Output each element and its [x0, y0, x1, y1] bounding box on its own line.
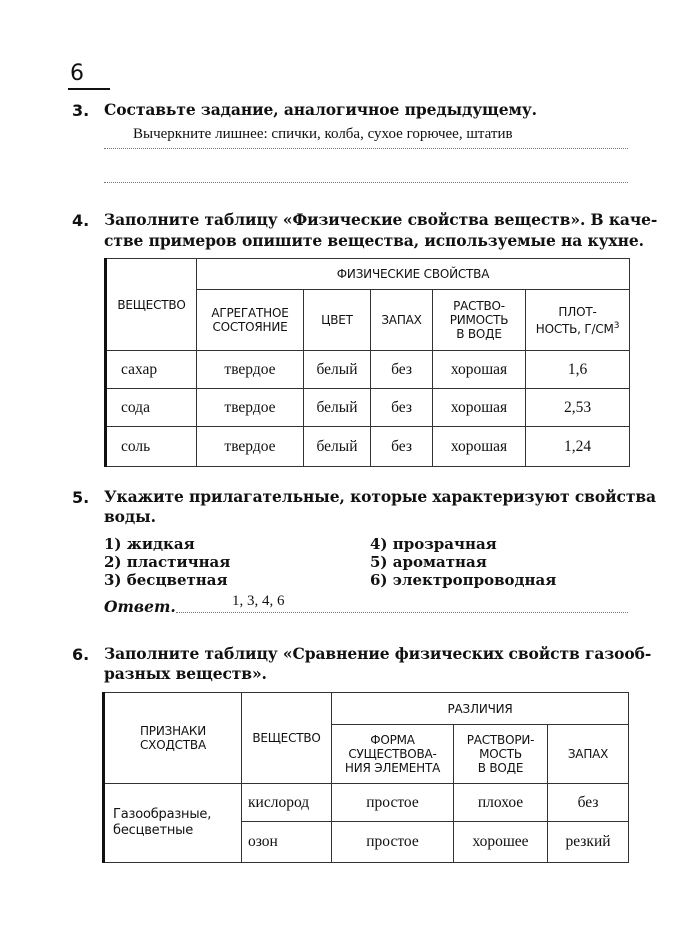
cell-smell[interactable]: без — [548, 784, 629, 822]
task3-answer-line-1[interactable] — [104, 148, 628, 149]
header-color: ЦВЕТ — [304, 290, 371, 351]
page-number: 6 — [70, 61, 84, 86]
header-density: ПЛОТ- НОСТЬ, $Г/СМ^3$ — [526, 290, 630, 351]
cell-density[interactable]: 1,6 — [526, 351, 630, 389]
cell-similarity[interactable]: Газообразные, бесцветные — [104, 784, 242, 863]
task4-prompt-line2: стве примеров опишите вещества, используемые на кухне. — [104, 231, 644, 250]
task4-prompt-line1: Заполните таблицу «Физические свойства веществ». В каче- — [104, 210, 658, 229]
option-1: 1) жидкая — [104, 535, 195, 553]
header-smell: ЗАПАХ — [548, 725, 629, 784]
task3-answer[interactable]: Вычеркните лишнее: спички, колба, сухое горючее, штатив — [133, 126, 513, 142]
option-2: 2) пластичная — [104, 553, 231, 571]
cell-density[interactable]: 1,24 — [526, 427, 630, 467]
task5-prompt-line2: воды. — [104, 507, 156, 526]
task5-number: 5. — [72, 488, 90, 507]
task6-prompt-line1: Заполните таблицу «Сравнение физических свойств газооб- — [104, 644, 652, 663]
gas-comparison-table — [102, 692, 629, 863]
option-3: 3) бесцветная — [104, 571, 228, 589]
task4-number: 4. — [72, 211, 90, 230]
cell-state[interactable]: твердое — [197, 427, 304, 467]
header-differences: РАЗЛИЧИЯ — [332, 693, 629, 725]
header-form: ФОРМА СУЩЕСТВОВА- НИЯ ЭЛЕМЕНТА — [332, 725, 454, 784]
header-solubility: РАСТВОРИ- МОСТЬ В ВОДЕ — [454, 725, 548, 784]
cell-substance[interactable]: сода — [106, 389, 197, 427]
option-4: 4) прозрачная — [370, 535, 497, 553]
task3-prompt: Составьте задание, аналогичное предыдущему. — [104, 100, 537, 119]
cell-smell[interactable]: без — [371, 389, 433, 427]
cell-solubility[interactable]: плохое — [454, 784, 548, 822]
header-physical-properties: ФИЗИЧЕСКИЕ СВОЙСТВА — [197, 259, 630, 290]
task6-prompt-line2: разных веществ». — [104, 664, 267, 683]
table-row — [106, 351, 630, 389]
cell-form[interactable]: простое — [332, 822, 454, 863]
cell-color[interactable]: белый — [304, 427, 371, 467]
cell-solubility[interactable]: хорошая — [433, 389, 526, 427]
cell-smell[interactable]: резкий — [548, 822, 629, 863]
cell-substance[interactable]: озон — [242, 822, 332, 863]
table-row — [104, 784, 629, 822]
cell-solubility[interactable]: хорошая — [433, 351, 526, 389]
answer-value[interactable]: 1, 3, 4, 6 — [232, 593, 285, 609]
table-row — [106, 427, 630, 467]
header-solubility: РАСТВО- РИМОСТЬ В ВОДЕ — [433, 290, 526, 351]
table-row — [106, 389, 630, 427]
cell-state[interactable]: твердое — [197, 389, 304, 427]
header-aggregate-state: АГРЕГАТНОЕ СОСТОЯНИЕ — [197, 290, 304, 351]
cell-solubility[interactable]: хорошее — [454, 822, 548, 863]
header-substance: ВЕЩЕСТВО — [106, 259, 197, 351]
header-similarity: ПРИЗНАКИ СХОДСТВА — [104, 693, 242, 784]
cell-substance[interactable]: сахар — [106, 351, 197, 389]
task5-prompt-line1: Укажите прилагательные, которые характеризуют свойства — [104, 487, 656, 506]
header-substance: ВЕЩЕСТВО — [242, 693, 332, 784]
cell-smell[interactable]: без — [371, 427, 433, 467]
cell-solubility[interactable]: хорошая — [433, 427, 526, 467]
option-5: 5) ароматная — [370, 553, 487, 571]
header-smell: ЗАПАХ — [371, 290, 433, 351]
task3-number: 3. — [72, 101, 90, 120]
physical-properties-table — [104, 258, 630, 467]
cell-substance[interactable]: кислород — [242, 784, 332, 822]
cell-substance[interactable]: соль — [106, 427, 197, 467]
option-6: 6) электропроводная — [370, 571, 557, 589]
page-number-rule — [68, 88, 110, 90]
cell-state[interactable]: твердое — [197, 351, 304, 389]
task6-number: 6. — [72, 645, 90, 664]
cell-form[interactable]: простое — [332, 784, 454, 822]
cell-smell[interactable]: без — [371, 351, 433, 389]
cell-color[interactable]: белый — [304, 351, 371, 389]
cell-color[interactable]: белый — [304, 389, 371, 427]
answer-line[interactable] — [176, 612, 628, 613]
cell-density[interactable]: 2,53 — [526, 389, 630, 427]
task3-answer-line-2[interactable] — [104, 182, 628, 183]
answer-label: Ответ. — [104, 597, 176, 616]
